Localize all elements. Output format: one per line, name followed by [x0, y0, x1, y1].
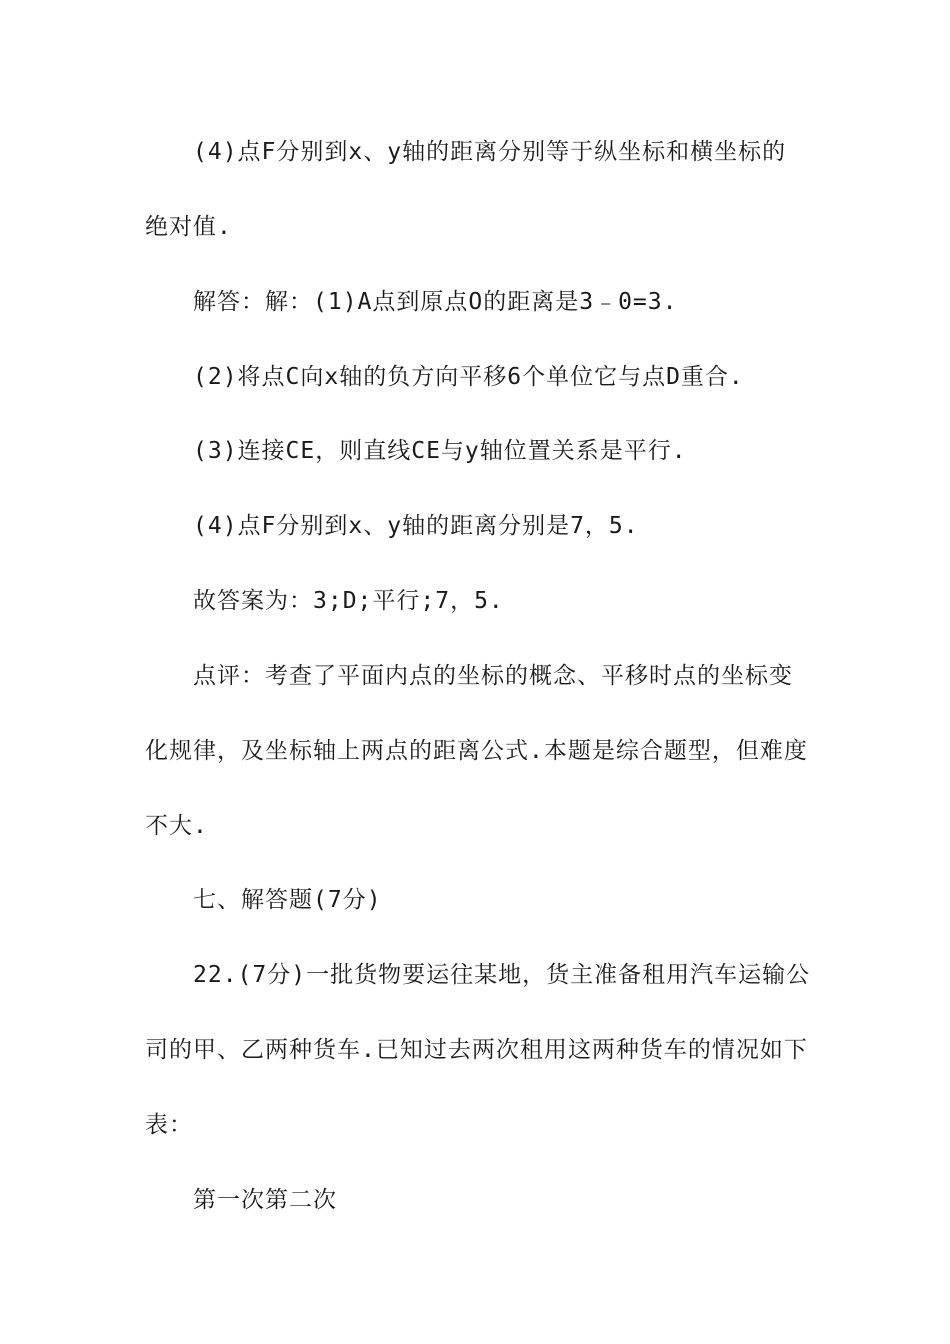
paragraph-line: (3)连接CE，则直线CE与y轴位置关系是平行. [193, 438, 687, 464]
paragraph-line: 化规律，及坐标轴上两点的距离公式.本题是综合题型，但难度 [145, 738, 808, 764]
paragraph-line: 故答案为：3;D;平行;7，5. [193, 588, 504, 614]
paragraph-line: 表： [145, 1112, 193, 1138]
section-heading: 七、解答题(7分) [193, 887, 382, 913]
paragraph-line: 司的甲、乙两种货车.已知过去两次租用这两种货车的情况如下 [145, 1037, 808, 1063]
paragraph-line: 绝对值. [145, 214, 232, 240]
paragraph-line: 点评：考查了平面内点的坐标的概念、平移时点的坐标变 [193, 663, 793, 689]
paragraph-line: (4)点F分别到x、y轴的距离分别是7，5. [193, 513, 639, 539]
paragraph-line: 22.(7分)一批货物要运往某地，货主准备租用汽车运输公 [193, 962, 811, 988]
paragraph-line: 不大. [145, 813, 208, 839]
paragraph-line: (4)点F分别到x、y轴的距离分别等于纵坐标和横坐标的 [193, 139, 787, 165]
paragraph-line: (2)将点C向x轴的负方向平移6个单位它与点D重合. [193, 364, 744, 390]
table-header-text: 第一次第二次 [193, 1187, 337, 1213]
paragraph-line: 解答：解：(1)A点到原点O的距离是3﹣0=3. [193, 289, 678, 315]
